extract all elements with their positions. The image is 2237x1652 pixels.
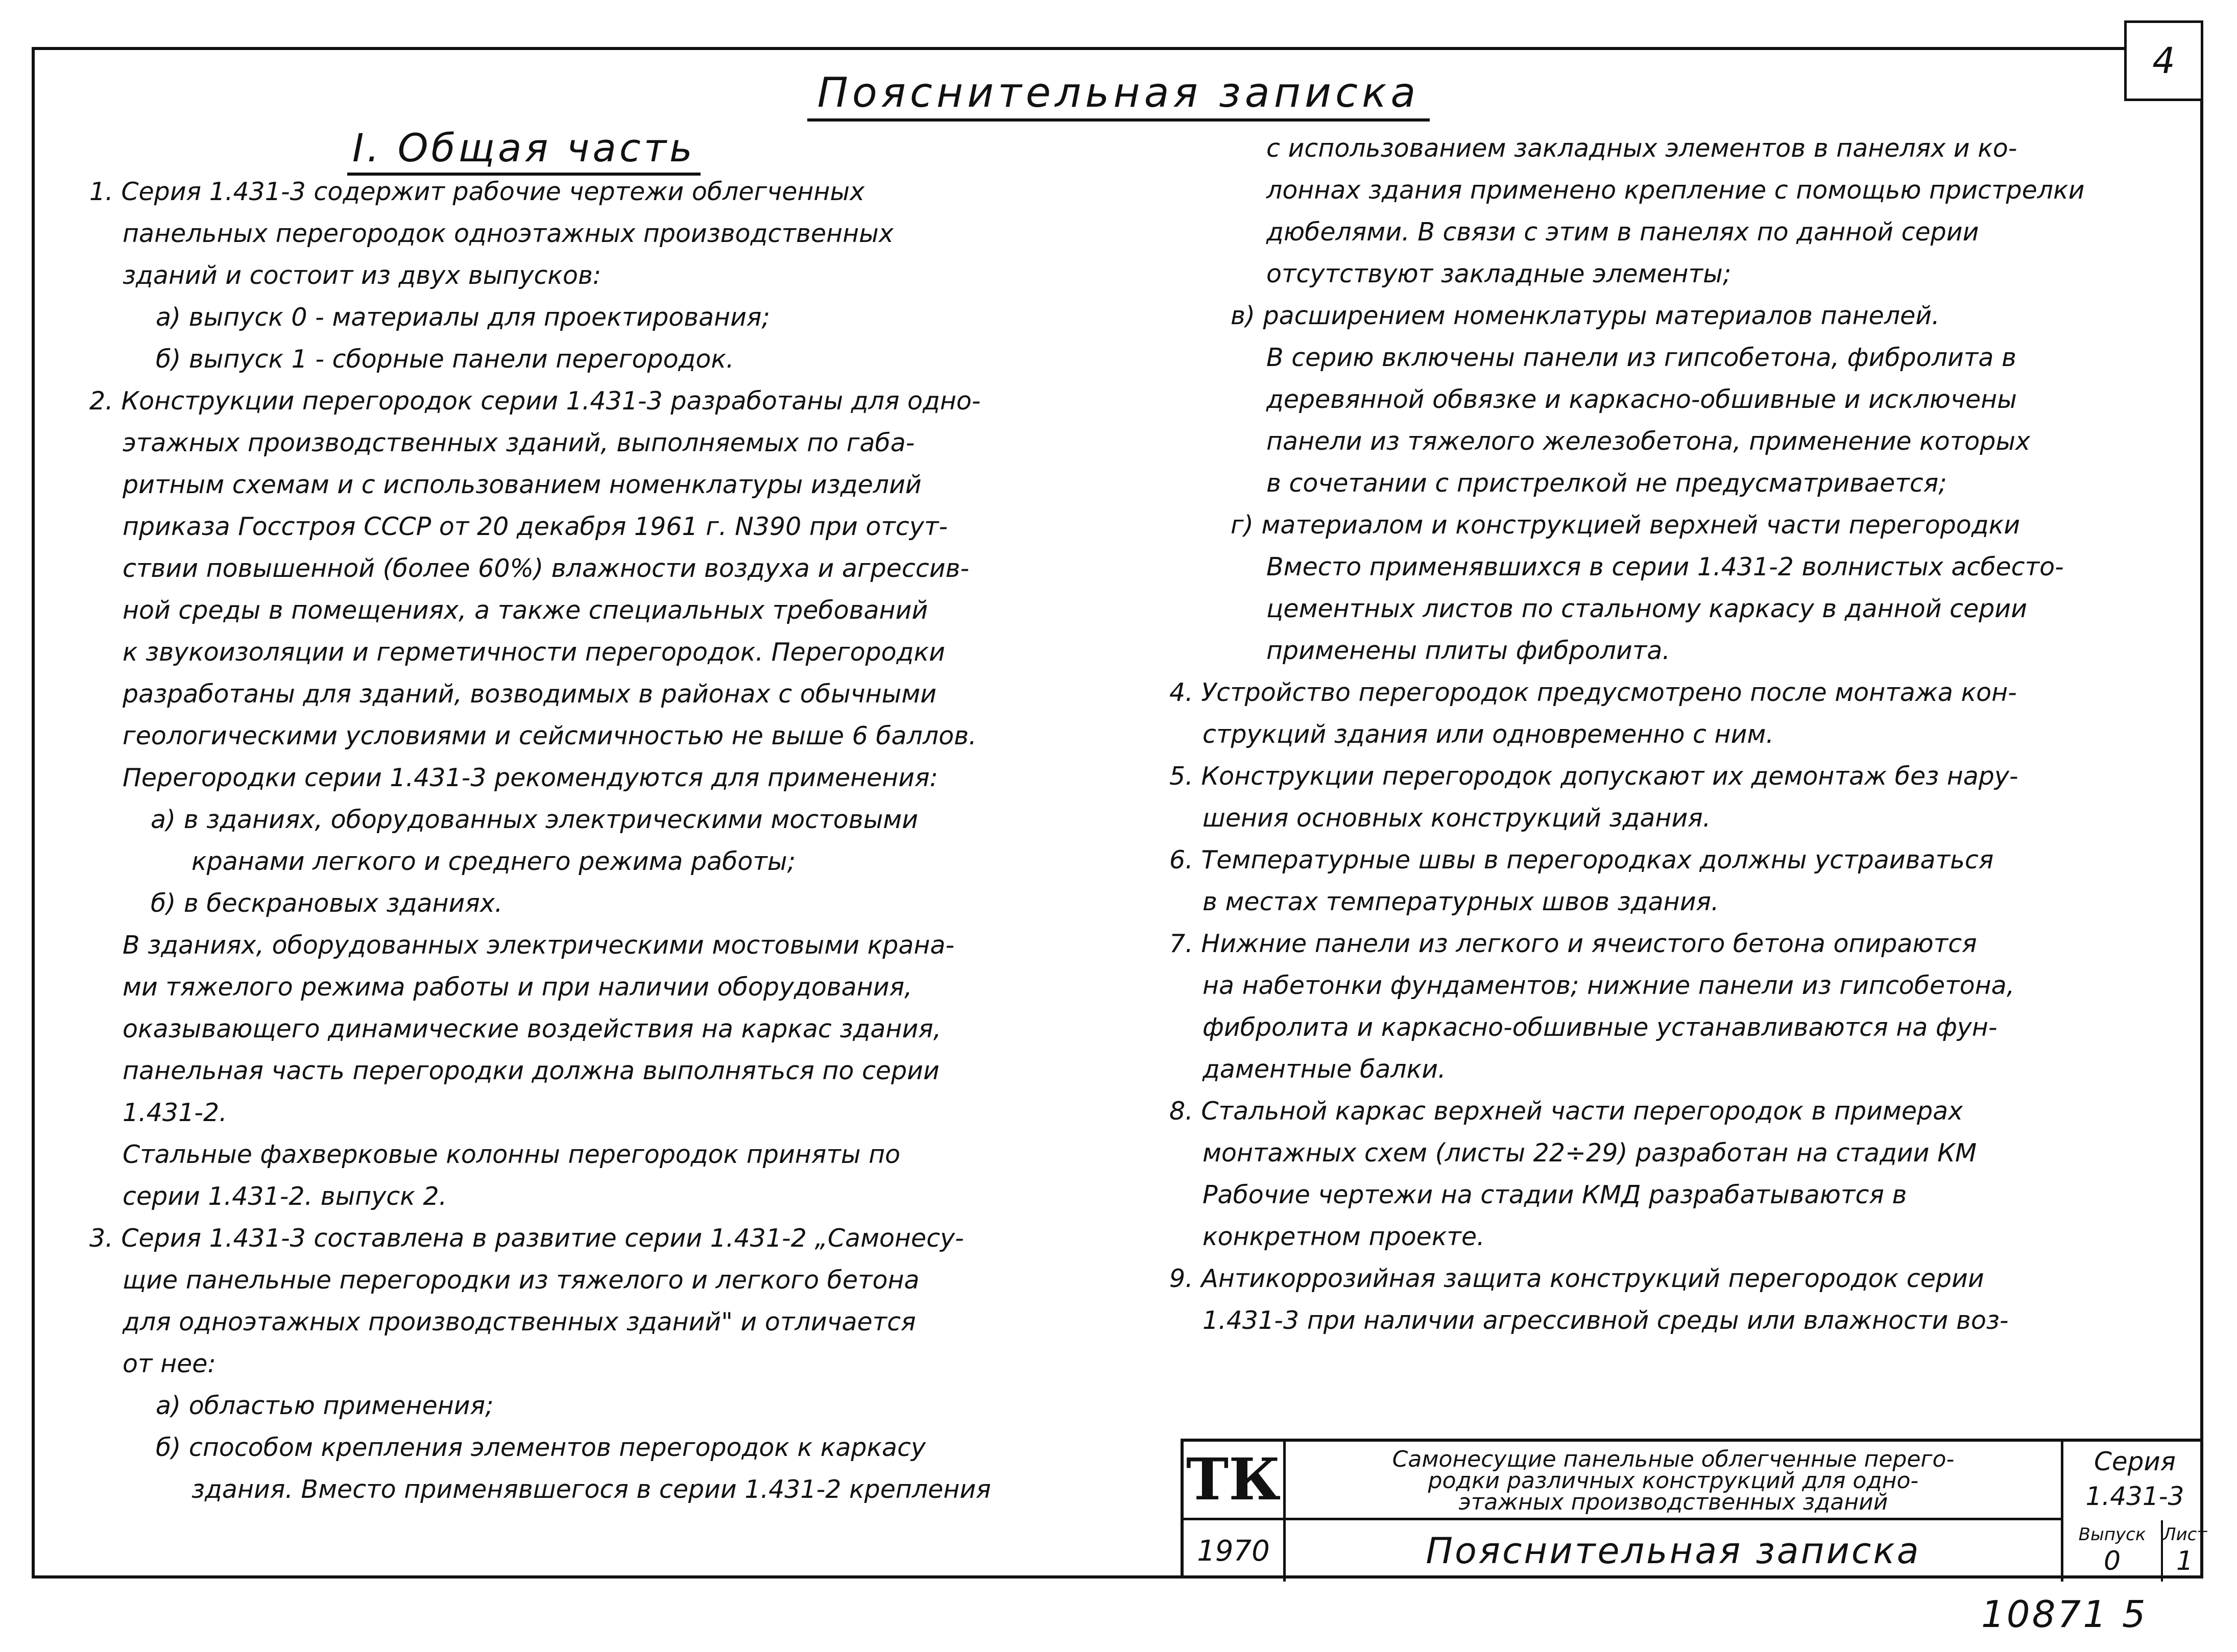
- section-title-text: I. Общая часть: [347, 125, 701, 176]
- text-line: отсутствуют закладные элементы;: [1266, 259, 1731, 288]
- text-line: 1.431-2.: [123, 1098, 227, 1127]
- page-title: [0, 69, 2237, 116]
- organization-logo: ТК: [1184, 1442, 1286, 1520]
- text-line: серии 1.431-2. выпуск 2.: [123, 1182, 447, 1211]
- issue-cell: [2063, 1520, 2163, 1582]
- text-line: 7. Нижние панели из легкого и ячеистого бетона опираются: [1169, 929, 1977, 958]
- text-line: а) областью применения;: [156, 1391, 494, 1420]
- text-line: 9. Антикоррозийная защита конструкций перегородок серии: [1169, 1264, 1984, 1293]
- text-line: Рабочие чертежи на стадии КМД разрабатываются в: [1202, 1180, 1907, 1209]
- text-line: оказывающего динамические воздействия на каркас здания,: [123, 1014, 942, 1043]
- text-line: 5. Конструкции перегородок допускают их демонтаж без нару-: [1169, 762, 2018, 791]
- text-line: б) способом крепления элементов перегородок к каркасу: [156, 1433, 926, 1462]
- text-line: б) в бескрановых зданиях.: [151, 889, 503, 918]
- series-description-line: Самонесущие панельные облегченные перего-: [1392, 1446, 1955, 1472]
- issue-value: 0: [2103, 1546, 2121, 1576]
- text-line: В серию включены панели из гипсобетона, фибролита в: [1266, 343, 2016, 372]
- text-line: приказа Госстроя СССР от 20 декабря 1961 г. N390 при отсут-: [123, 512, 948, 541]
- text-line: Перегородки серии 1.431-3 рекомендуются для применения:: [123, 763, 939, 792]
- text-line: а) выпуск 0 - материалы для проектирования;: [156, 303, 771, 332]
- text-line: Вместо применявшихся в серии 1.431-2 волнистых асбесто-: [1266, 552, 2064, 581]
- text-line: ной среды в помещениях, а также специальных требований: [123, 596, 928, 625]
- text-line: 4. Устройство перегородок предусмотрено после монтажа кон-: [1169, 678, 2017, 707]
- text-line: кранами легкого и среднего режима работы;: [191, 847, 796, 876]
- archive-number: 10871 5: [1981, 1593, 2148, 1636]
- page-title-text: Пояснительная записка: [807, 69, 1430, 122]
- text-line: деревянной обвязке и каркасно-обшивные и исключены: [1266, 385, 2017, 414]
- text-line: этажных производственных зданий, выполняемых по габа-: [123, 428, 915, 457]
- text-line: монтажных схем (листы 22÷29) разработан на стадии КМ: [1202, 1138, 1977, 1168]
- text-line: панельных перегородок одноэтажных производственных: [123, 219, 894, 248]
- text-line: с использованием закладных элементов в панелях и ко-: [1266, 134, 2017, 163]
- sheet-label: Лист: [2163, 1524, 2207, 1545]
- text-line: ствии повышенной (более 60%) влажности воздуха и агрессив-: [123, 554, 970, 583]
- text-line: в сочетании с пристрелкой не предусматривается;: [1266, 469, 1947, 498]
- text-line: геологическими условиями и сейсмичностью не выше 6 баллов.: [123, 721, 977, 750]
- text-line: панельная часть перегородки должна выполняться по серии: [123, 1056, 940, 1085]
- text-line: для одноэтажных производственных зданий" и отличается: [123, 1307, 916, 1337]
- text-line: в) расширением номенклатуры материалов панелей.: [1231, 301, 1940, 330]
- page-number: 4: [2124, 20, 2203, 101]
- text-line: 1.431-3 при наличии агрессивной среды или влажности воз-: [1202, 1306, 2009, 1335]
- series-description-line: этажных производственных зданий: [1458, 1489, 1888, 1515]
- sheet-cell: [2163, 1520, 2206, 1582]
- text-line: шения основных конструкций здания.: [1202, 804, 1711, 833]
- text-line: ритным схемам и с использованием номенклатуры изделий: [123, 470, 922, 499]
- series-value: 1.431-3: [2085, 1481, 2184, 1511]
- text-line: 6. Температурные швы в перегородках должны устраиваться: [1169, 845, 1994, 874]
- text-line: применены плиты фибролита.: [1266, 636, 1670, 665]
- text-line: а) в зданиях, оборудованных электрическими мостовыми: [151, 805, 919, 834]
- section-title: [347, 125, 701, 171]
- text-line: к звукоизоляции и герметичности перегородок. Перегородки: [123, 638, 945, 667]
- series-description: [1286, 1442, 2063, 1520]
- text-line: 3. Серия 1.431-3 составлена в развитие серии 1.431-2 „Самонесу-: [89, 1224, 964, 1253]
- text-line: конкретном проекте.: [1202, 1222, 1485, 1251]
- text-line: 8. Стальной каркас верхней части перегородок в примерах: [1169, 1097, 1963, 1126]
- text-line: дюбелями. В связи с этим в панелях по данной серии: [1266, 217, 1979, 247]
- text-line: В зданиях, оборудованных электрическими мостовыми крана-: [123, 931, 955, 960]
- text-line: панели из тяжелого железобетона, применение которых: [1266, 427, 2031, 456]
- text-line: зданий и состоит из двух выпусков:: [123, 261, 602, 290]
- text-line: щие панельные перегородки из тяжелого и легкого бетона: [123, 1266, 920, 1295]
- text-line: 1. Серия 1.431-3 содержит рабочие чертежи облегченных: [89, 177, 865, 206]
- series-label: Серия: [2094, 1447, 2176, 1476]
- title-block: [1181, 1439, 2207, 1578]
- text-line: струкций здания или одновременно с ним.: [1202, 720, 1774, 749]
- text-line: цементных листов по стальному каркасу в данной серии: [1266, 594, 2028, 623]
- text-line: здания. Вместо применявшегося в серии 1.431-2 крепления: [191, 1475, 991, 1504]
- text-line: б) выпуск 1 - сборные панели перегородок.: [156, 345, 734, 374]
- issue-label: Выпуск: [2078, 1524, 2146, 1545]
- text-line: фибролита и каркасно-обшивные устанавливаются на фун-: [1202, 1013, 1998, 1042]
- text-line: Стальные фахверковые колонны перегородок приняты по: [123, 1140, 901, 1169]
- series-description-line: родки различных конструкций для одно-: [1428, 1468, 1919, 1494]
- text-line: г) материалом и конструкцией верхней части перегородки: [1231, 511, 2020, 540]
- text-line: на набетонки фундаментов; нижние панели из гипсобетона,: [1202, 971, 2015, 1000]
- document-name: Пояснительная записка: [1286, 1520, 2063, 1582]
- text-line: от нее:: [123, 1349, 216, 1378]
- text-line: лоннах здания применено крепление с помощью пристрелки: [1266, 176, 2085, 205]
- sheet-value: 1: [2176, 1546, 2194, 1576]
- right-text-column: [1169, 128, 2085, 1342]
- text-line: 2. Конструкции перегородок серии 1.431-3 разработаны для одно-: [89, 386, 981, 416]
- text-line: разработаны для зданий, возводимых в районах с обычными: [123, 679, 937, 709]
- year: 1970: [1184, 1520, 1286, 1582]
- left-text-column: [89, 171, 991, 1511]
- text-line: ми тяжелого режима работы и при наличии оборудования,: [123, 973, 912, 1002]
- text-line: в местах температурных швов здания.: [1202, 887, 1719, 916]
- text-line: даментные балки.: [1202, 1055, 1446, 1084]
